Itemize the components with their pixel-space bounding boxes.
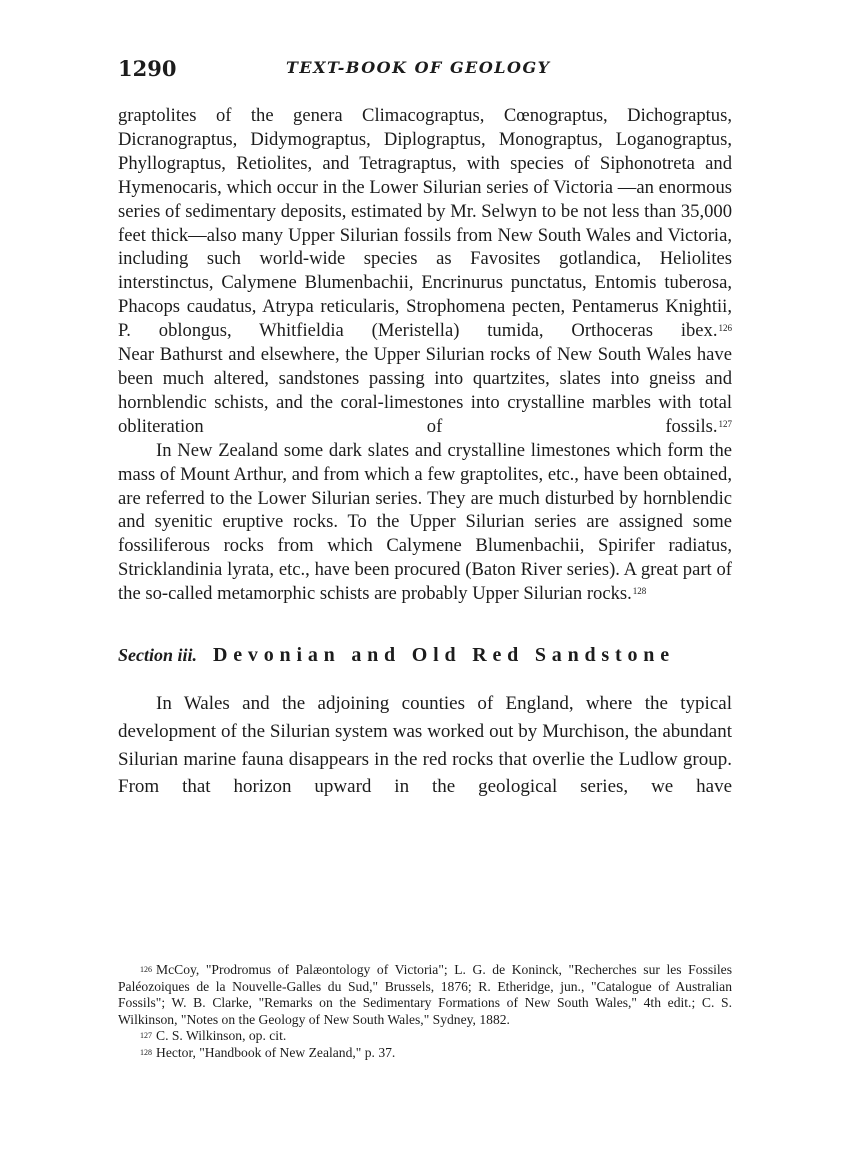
footnote-text: McCoy, "Prodromus of Palæontology of Victoria"; L. G. de Koninck, "Recherches sur les Fossiles Paléozoiques de la Nouvelle-Galles du Sud," Brussels, 1876; R. Etheridge, jun., "Catalogue of Australian Fossils"; W. B. Clarke, "Remarks on the Sedimentary Formations of New South Wales," 4th edit.; C. S. Wilkinson, "Notes on the Geology of New South Wales," Sydney, 1882. [118,962,732,1027]
section-label: Section iii. [118,645,198,666]
running-title: TEXT-BOOK OF GEOLOGY [286,58,551,77]
footnote [118,1028,732,1045]
main-text [118,104,732,801]
paragraph-text: graptolites of the genera Climacograptus, Cœnograptus, Dichograptus, Dicranograptus, Didymograptus, Diplograptus, Monograptus, Loganograptus, Phyllograptus, Retiolites, and Tetragraptus, with species of Siphonotreta and Hymenocaris, which occur in the Lower Silurian series of Victoria —an enormous series of sedimentary deposits, estimated by Mr. Selwyn to be not less than 35,000 feet thick—also many Upper Silurian fossils from New South Wales and Victoria, including such world-wide species as Favosites gotlandica, Heliolites interstinctus, Calymene Blumenbachii, Encrinurus punctatus, Entomis tuberosa, Phacops caudatus, Atrypa reticularis, Strophomena pecten, Pentamerus Knightii, P. oblongus, Whitfieldia (Meristella) tumida, Orthoceras ibex. [118,105,732,342]
paragraph-new-zealand [118,439,732,606]
page-number: 1290 [118,56,177,81]
paragraph-wales [118,690,732,801]
footnote [118,962,732,1028]
footnote-text: Hector, "Handbook of New Zealand," p. 37. [156,1044,396,1060]
paragraph-text: In New Zealand some dark slates and crystalline limestones which form the mass of Mount Arthur, and from which a few graptolites, etc., have been obtained, are referred to the Lower Silurian series. They are much disturbed by hornblendic and syenitic eruptive rocks. To the Upper Silurian series are assigned some fossiliferous rocks from which Calymene Blumenbachii, Spirifer radiatus, Stricklandinia lyrata, etc., have been procured (Baton River series). A great part of the so-called metamorphic schists are probably Upper Silurian rocks. [118,439,732,605]
footnote-text: C. S. Wilkinson, op. cit. [156,1028,287,1044]
footnote [118,1045,732,1062]
paragraph-text: In Wales and the adjoining counties of England, where the typical development of the Silurian system was worked out by Murchison, the abundant Silurian marine fauna disappears in the red rocks that overlie the Ludlow group. From that horizon upward in the geological series, we have [118,693,732,798]
footnotes [118,962,732,1062]
footnote-mark: 127 [140,1031,152,1041]
section-title: Devonian and Old Red Sandstone [213,644,675,667]
footnote-reference: 127 [718,418,732,429]
paragraph-text: Near Bathurst and elsewhere, the Upper Silurian rocks of New South Wales have been much altered, sandstones passing into quartzites, slates into gneiss and hornblendic schists, and the coral-limestones into crystalline marbles with total obliteration of fossils. [118,344,732,437]
footnote-reference: 126 [718,323,732,334]
paragraph-graptolites [118,104,732,343]
page-header [118,56,732,88]
paragraph-bathurst [118,343,732,439]
footnote-reference: 128 [632,586,647,597]
footnote-mark: 128 [140,1047,152,1057]
footnote-mark: 126 [140,965,152,974]
section-heading [118,644,732,680]
